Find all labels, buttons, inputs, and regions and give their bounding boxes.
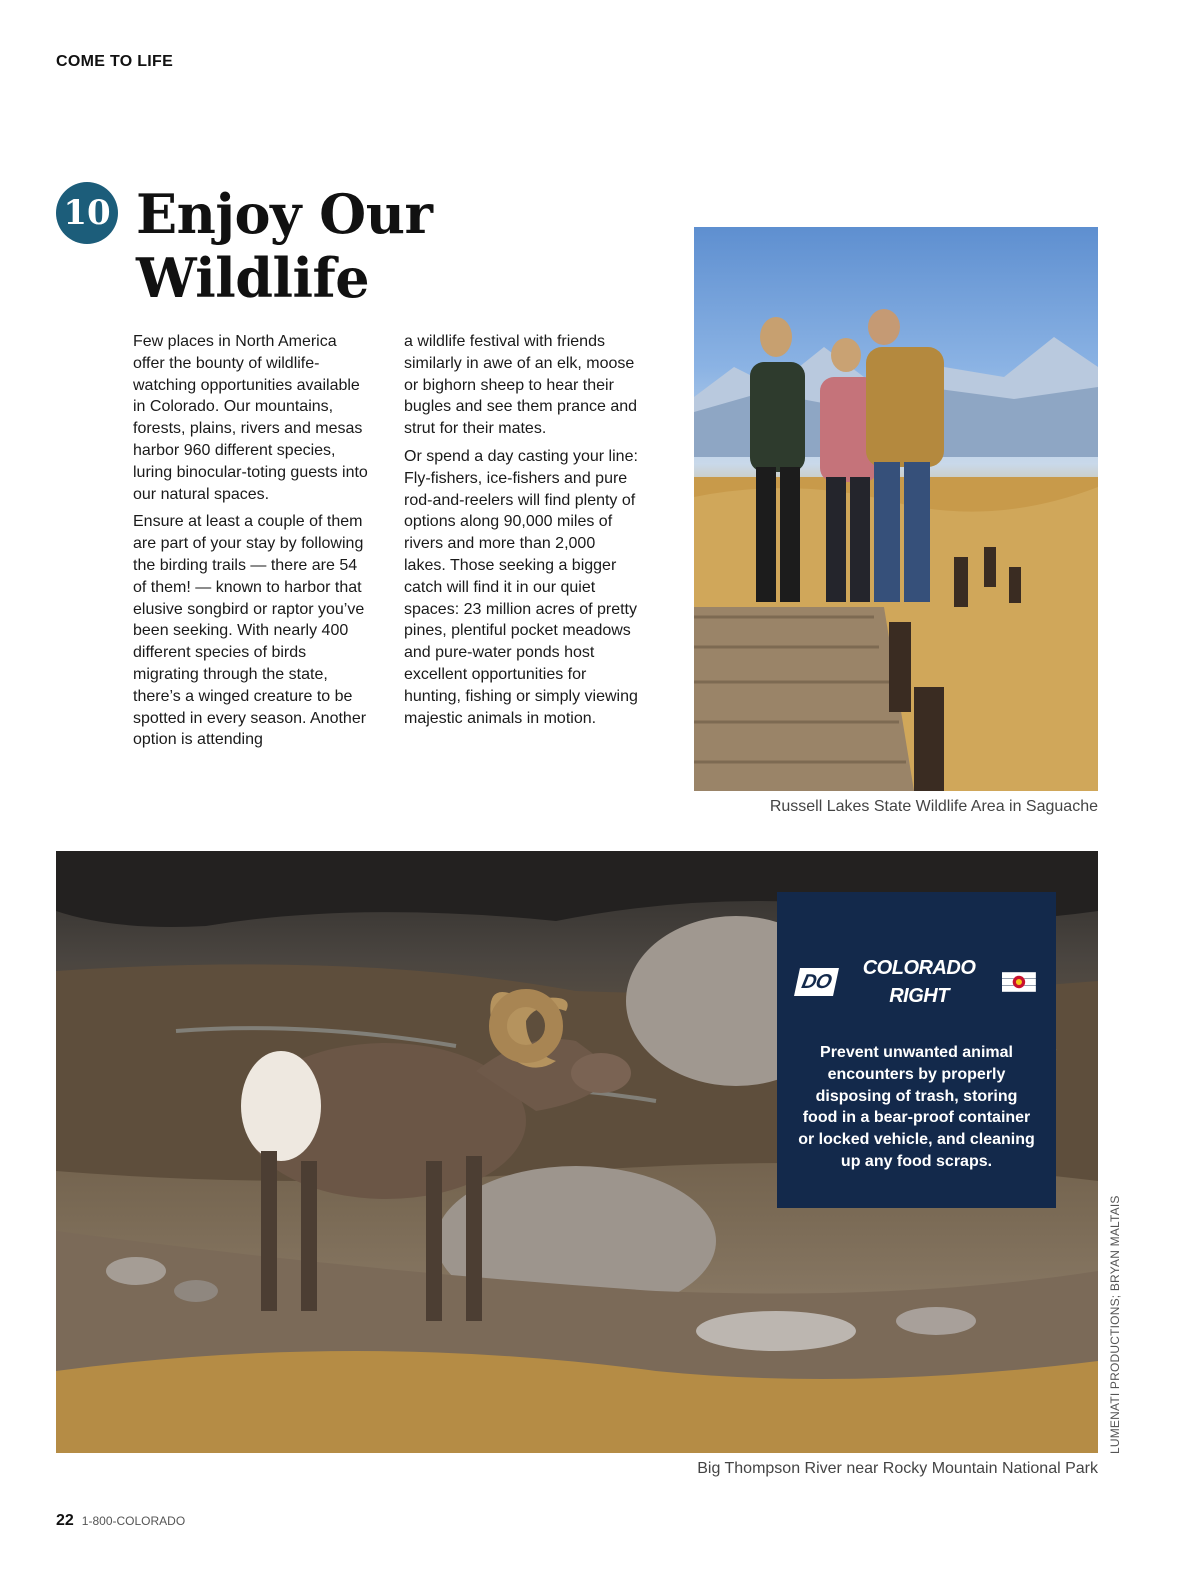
photo-credit: LUMENATI PRODUCTIONS; BRYAN MALTAIS <box>1108 1195 1122 1454</box>
section-label: COME TO LIFE <box>56 53 174 70</box>
number-badge: 10 <box>56 182 118 244</box>
paragraph: Few places in North America offer the bounty of wildlife-watching opportunities available in Colorado. Our mountains, forests, plains, rivers and mesas harbor 960 different species, luring binocular-toting guests into our natural spaces. <box>133 333 368 503</box>
callout-text: Prevent unwanted animal encounters by properly disposing of trash, storing food in a bear-proof container or locked vehicle, and cleaning up any food scraps. <box>798 1044 1035 1170</box>
title-line-1: Enjoy Our <box>136 182 433 246</box>
do-colorado-right-callout <box>777 892 1056 1208</box>
photo-caption-bottom: Big Thompson River near Rocky Mountain National Park <box>697 1460 1098 1477</box>
page-number: 22 <box>56 1512 74 1529</box>
do-colorado-right-logo <box>797 954 1036 1010</box>
logo-text: COLORADO RIGHT <box>862 957 976 1007</box>
page-footer <box>56 1512 185 1530</box>
page-title <box>136 182 432 310</box>
photo-caption-top: Russell Lakes State Wildlife Area in Saguache <box>769 798 1098 815</box>
photo-illustration <box>694 227 1098 791</box>
wildlife-viewers-photo <box>694 227 1098 791</box>
paragraph: a wildlife festival with friends similarly in awe of an elk, moose or bighorn sheep to hear their bugles and see them prance and strut for their mates. <box>404 333 638 438</box>
logo-do: DO <box>794 968 839 996</box>
body-column-2 <box>404 331 640 735</box>
phone-number: 1-800-COLORADO <box>81 1514 186 1528</box>
title-line-2: Wildlife <box>136 246 370 310</box>
body-column-1 <box>133 331 369 757</box>
paragraph: Or spend a day casting your line: Fly-fishers, ice-fishers and pure rod-and-reelers will find plenty of options along 90,000 miles of rivers and more than 2,000 lakes. Those seeking a bigger catch will find it in our quiet spaces: 23 million acres of pretty pines, plentiful pocket meadows and pure-water ponds host excellent opportunities for hunting, fishing or simply viewing majestic animals in motion. <box>404 447 638 727</box>
paragraph: Ensure at least a couple of them are part of your stay by following the birding trails — there are 54 of them! — known to harbor that elusive songbird or raptor you’ve been seeking. With nearly 400 different species of birds migrating through the state, there’s a winged creature to be spotted in every season. Another option is attending <box>133 513 367 749</box>
colorado-flag-icon <box>1002 971 1036 993</box>
